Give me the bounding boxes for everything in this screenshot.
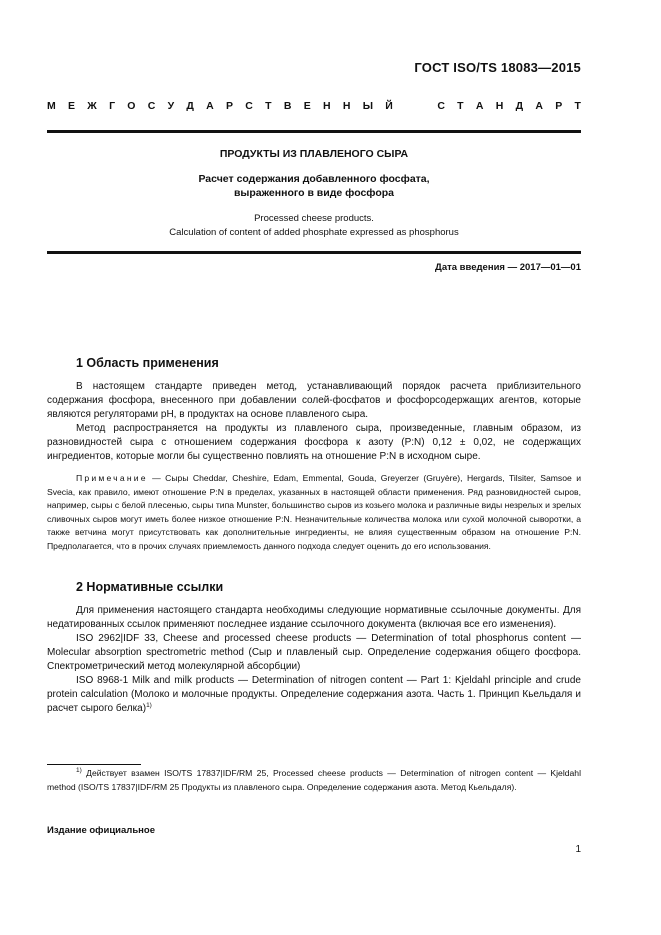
reference-paragraph: ISO 2962|IDF 33, Cheese and processed cheese products — Determination of total phosphorus content — Molecular absorption spectrometric method (Сыр и плавленый сыр. Определение содержания общего фосфора. Спектрометрический метод молекулярной абсорбции) xyxy=(47,633,581,672)
interstate-letter: Т xyxy=(457,100,464,112)
interstate-letter: Р xyxy=(226,100,234,112)
document-subtitle xyxy=(47,172,581,200)
note-paragraph xyxy=(47,472,581,553)
interstate-letter: А xyxy=(475,100,484,112)
interstate-letter: Т xyxy=(265,100,272,112)
interstate-letter: В xyxy=(283,100,292,112)
interstate-letter: С xyxy=(147,100,156,112)
top-divider xyxy=(47,130,581,133)
interstate-letter: Д xyxy=(186,100,194,112)
section-2-body xyxy=(47,604,581,716)
subtitle-line: выраженного в виде фосфора xyxy=(233,187,395,199)
document-title: ПРОДУКТЫ ИЗ ПЛАВЛЕНОГО СЫРА xyxy=(219,148,409,160)
note-block xyxy=(47,472,581,553)
page-number: 1 xyxy=(575,844,581,855)
interstate-standard-heading xyxy=(47,100,581,112)
interstate-letter: Ы xyxy=(362,100,373,112)
interstate-letter: Т xyxy=(574,100,581,112)
interstate-gap xyxy=(405,100,425,112)
interstate-letter: Й xyxy=(385,100,393,112)
reference-text: ISO 8968-1 Milk and milk products — Determination of nitrogen content — Part 1: Kjeldahl principle and crude protein calculation (Молоко и молочные продукты. Определение содержания азота. Часть 1. Принцип Кьельдаля и расчет сырого белка) xyxy=(47,675,581,714)
note-text: — Сыры Cheddar, Cheshire, Edam, Emmental, Gouda, Greyerzer (Gruyère), Hergards, Tilsiter, Samsoe и Svecia, как правило, имеют отношение P:N в пределах, указанных в настоящей области применения. Ряд разновидностей сыров, например, сыры с белой плесенью, сыры типа Munster, большинство сыров из козьего молока и различные виды незрелых и зрелых сливочных сыров могут иметь более низкое отношение P:N. Незначительные количества молока или сухой молочной сыворотки, а также ветчина могут присутствовать как дополнительные ингредиенты, не влияя существенным образом на отношение P:N. Предполагается, что в прочих случаях приемлемость данного подхода следует оценить до его использования. xyxy=(47,473,581,551)
interstate-letter: Е xyxy=(303,100,311,112)
interstate-letter: М xyxy=(47,100,56,112)
footnote-paragraph xyxy=(47,767,581,794)
interstate-letter: Н xyxy=(495,100,504,112)
paragraph: Для применения настоящего стандарта необходимы следующие нормативные ссылочные документы. Для недатированных ссылок применяют последнее издание ссылочного документа (включая все его изменения). xyxy=(47,605,581,630)
interstate-letter: А xyxy=(206,100,214,112)
interstate-letter: Н xyxy=(342,100,351,112)
official-edition-label: Издание официальное xyxy=(47,825,155,836)
footnote xyxy=(47,767,581,794)
footnote-divider xyxy=(47,764,141,765)
interstate-letter: Н xyxy=(322,100,331,112)
subtitle-line: Расчет содержания добавленного фосфата, xyxy=(198,173,430,185)
footnote-text: Действует взамен ISO/TS 17837|IDF/RM 25, Processed cheese products — Determination of nitrogen content — Kjeldahl method (ISO/TS 17837|IDF/RM 25 Продукты из плавленого сыра. Определение содержания азота. Метод Кьельдаля). xyxy=(47,768,581,792)
title-divider xyxy=(47,251,581,254)
paragraph: В настоящем стандарте приведен метод, устанавливающий порядок расчета приблизительного содержания фосфора, внесенного при добавлении солей-фосфатов и фосфорсодержащих агентов, которые являются регуляторами pH, в продуктах на основе плавленого сыра. xyxy=(47,381,581,420)
english-title xyxy=(47,212,581,239)
interstate-letter: С xyxy=(437,100,445,112)
footnote-mark: 1) xyxy=(76,767,82,774)
standard-code: ГОСТ ISO/TS 18083—2015 xyxy=(414,60,581,75)
reference-paragraph xyxy=(47,674,581,716)
english-title-line: Processed cheese products. xyxy=(254,213,374,224)
interstate-letter: А xyxy=(535,100,543,112)
paragraph: Метод распространяется на продукты из плавленого сыра, произведенные, главным образом, из разновидностей сыра с отношением содержания фосфора к азоту (P:N) 0,12 ± 0,02, не содержащих ингредиентов, которые могли бы существенно повлиять на отношение P:N в исходном сыре. xyxy=(47,423,581,462)
section-1-body xyxy=(47,380,581,464)
interstate-letter: О xyxy=(127,100,136,112)
section-1-heading: 1 Область применения xyxy=(76,356,219,370)
interstate-letter: Д xyxy=(515,100,524,112)
introduction-date: Дата введения — 2017—01—01 xyxy=(435,262,581,273)
interstate-letter: Г xyxy=(109,100,116,112)
interstate-letter: С xyxy=(245,100,253,112)
interstate-letter: Ж xyxy=(87,100,97,112)
interstate-letter: Е xyxy=(68,100,76,112)
note-label: Примечание xyxy=(76,473,148,483)
interstate-letter: У xyxy=(167,100,175,112)
footnote-marker[interactable]: 1) xyxy=(146,702,152,709)
interstate-letter: Р xyxy=(555,100,563,112)
english-title-line: Calculation of content of added phosphate expressed as phosphorus xyxy=(169,226,459,238)
section-2-heading: 2 Нормативные ссылки xyxy=(76,580,224,594)
